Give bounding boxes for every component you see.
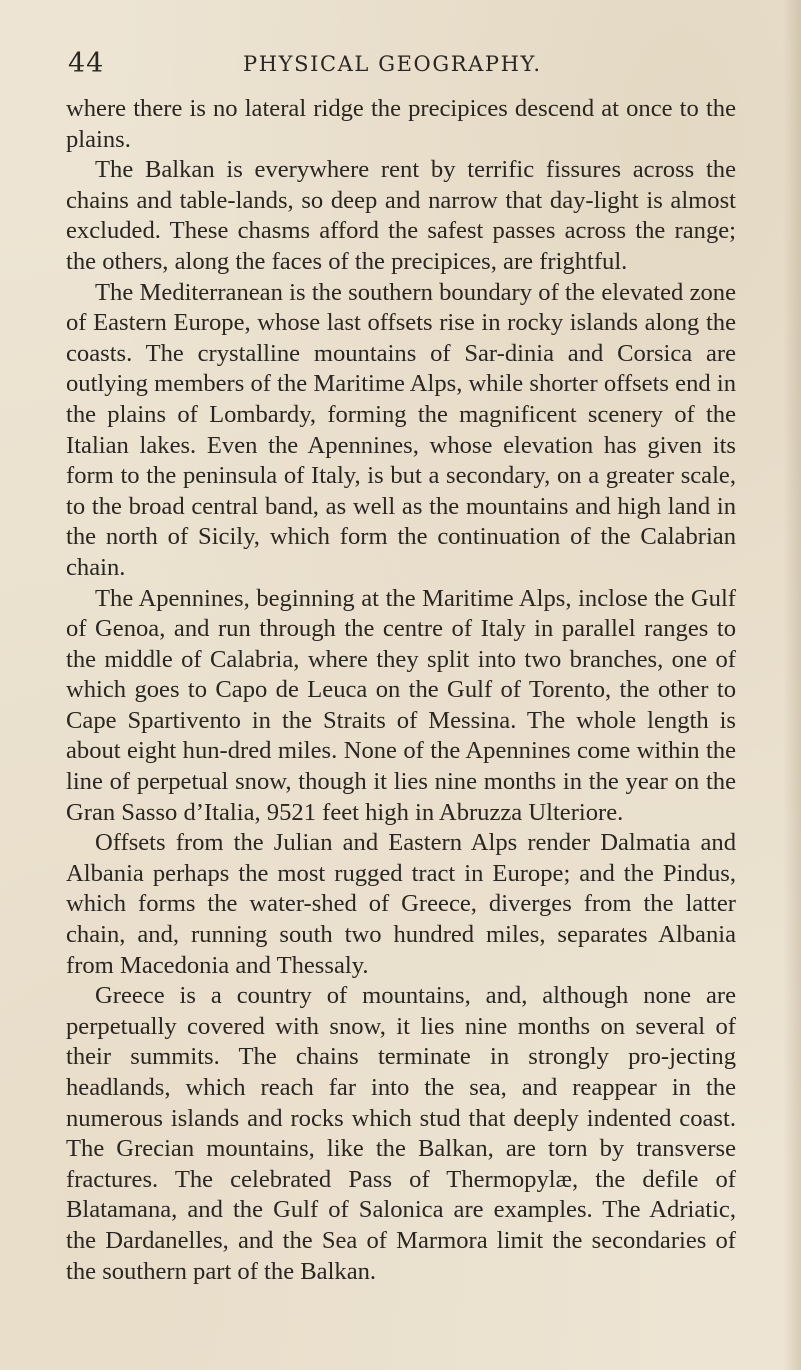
paragraph-greece: Greece is a country of mountains, and, although none are perpetually covered with snow, it lies nine months on several of their summits. The chains terminate in strongly pro-jecting headlands, which reach far into the sea, and reappear in the numerous islands and rocks which stud that deeply indented coast. The Grecian mountains, like the Balkan, are torn by transverse fractures. The celebrated Pass of Thermopylæ, the defile of Blatamana, and the Gulf of Salonica are examples. The Adriatic, the Dardanelles, and the Sea of Marmora limit the secondaries of the southern part of the Balkan.	[66, 982, 736, 1285]
page-header	[68, 48, 748, 84]
paragraph-apennines: The Apennines, beginning at the Maritime Alps, inclose the Gulf of Genoa, and run through the centre of Italy in parallel ranges to the middle of Calabria, where they split into two branches, one of which goes to Capo de Leuca on the Gulf of Torento, the other to Cape Spartivento in the Straits of Messina. The whole length is about eight hun-dred miles. None of the Apennines come within the line of perpetual snow, though it lies nine months in the year on the Gran Sasso d’Italia, 9521 feet high in Abruzza Ulteriore.	[66, 584, 736, 826]
paragraph-dalmatia: Offsets from the Julian and Eastern Alps render Dalmatia and Albania perhaps the most rugged tract in Europe; and the Pindus, which forms the water-shed of Greece, diverges from the latter chain, and, running south two hundred miles, separates Albania from Macedonia and Thessaly.	[66, 829, 736, 979]
page-number: 44	[68, 48, 105, 79]
running-head: PHYSICAL GEOGRAPHY.	[243, 52, 542, 76]
paragraph-mediterranean: The Mediterranean is the southern boundary of the elevated zone of Eastern Europe, whose last offsets rise in rocky islands along the coasts. The crystalline mountains of Sar-dinia and Corsica are outlying members of the Maritime Alps, while shorter offsets end in the plains of Lombardy, forming the magnificent scenery of the Italian lakes. Even the Apennines, whose elevation has given its form to the peninsula of Italy, is but a secondary, on a greater scale, to the broad central band, as well as the mountains and high land in the north of Sicily, which form the continuation of the Calabrian chain.	[66, 278, 736, 581]
paragraph-balkan: The Balkan is everywhere rent by terrific fissures across the chains and table-lands, so deep and narrow that day-light is almost excluded. These chasms afford the safest passes across the range; the others, along the faces of the precipices, are frightful.	[66, 156, 736, 275]
page-edge-shadow	[783, 0, 801, 1370]
body-text	[66, 94, 736, 1287]
paragraph-continuation: where there is no lateral ridge the precipices descend at once to the plains.	[66, 95, 736, 153]
